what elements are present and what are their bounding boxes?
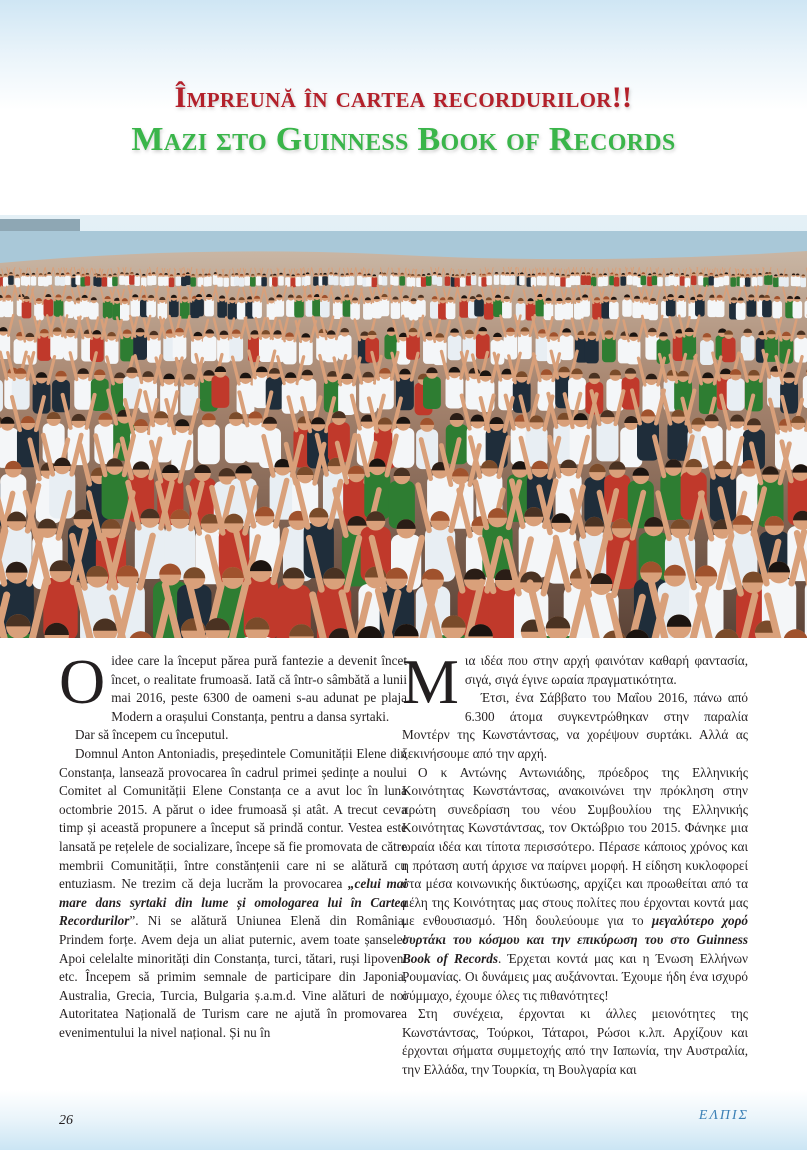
crowd-figure bbox=[391, 301, 401, 319]
crowd-figure bbox=[560, 277, 566, 287]
crowd-figure bbox=[494, 275, 500, 285]
crowd-figure bbox=[709, 275, 715, 285]
crowd-figure bbox=[55, 276, 61, 286]
crowd-figure bbox=[722, 337, 736, 362]
crowd-figure bbox=[437, 276, 443, 286]
crowd-figure bbox=[757, 276, 763, 286]
magazine-name: ΕΛΠΙΣ bbox=[698, 1108, 749, 1123]
crowd-figure bbox=[592, 302, 602, 320]
crowd-figure bbox=[363, 302, 373, 320]
crowd-figure bbox=[800, 277, 806, 287]
crowd-figure bbox=[169, 277, 175, 287]
crowd-figure bbox=[298, 379, 316, 412]
paragraph-intro bbox=[59, 646, 407, 726]
crowd-figure bbox=[285, 277, 291, 287]
emphasis-text: μεγαλύτερο χορό συρτάκι του κόσμου και την επικύρωση του στο Guinness Book of Records bbox=[402, 913, 748, 966]
crowd-figure bbox=[703, 277, 709, 287]
crowd-figure bbox=[380, 299, 390, 317]
crowd-figure bbox=[481, 277, 487, 287]
paragraph-text: idee care la început părea pură fantezie a devenit încet încet, o realitate frumoasă. Iată că într-o sâmbătă a lunii mai 2016, peste 6300 de oameni s-au adunat pe plaja Modern a orașului Constanța, pentru a dansa syrtaki. bbox=[111, 653, 407, 724]
crowd-figure bbox=[228, 302, 238, 320]
crowd-figure bbox=[217, 300, 227, 318]
crowd-figure bbox=[510, 275, 516, 285]
crowd-figure bbox=[426, 276, 432, 286]
crowd-figure bbox=[4, 300, 14, 318]
crowd-figure bbox=[333, 275, 339, 285]
emphasis-text: „celui mai mare dans syrtaki din lume și omologarea lui în Cartea Recordurilor bbox=[59, 876, 407, 929]
paragraph-text: . Έρχεται κοντά μας και η Ένωση Ελλήνων Ρουμανίας. Οι δυνάμεις μας αυξάνονται. Έχουμε ήδη ένα ισχυρό σύμμαχο, έχουμε όλες τις πιθανότητες! bbox=[402, 950, 748, 1003]
crowd-figure bbox=[762, 300, 772, 318]
paragraph-intro bbox=[402, 646, 748, 717]
crowd-figure bbox=[563, 302, 573, 320]
crowd-figure bbox=[596, 421, 618, 461]
crowd-figure bbox=[223, 277, 229, 287]
crowd-figure bbox=[112, 276, 118, 286]
crowd-figure bbox=[715, 300, 725, 318]
crowd-figure bbox=[474, 299, 484, 317]
crowd-figure bbox=[120, 303, 130, 321]
crowd-figure bbox=[60, 276, 66, 286]
crowd-figure bbox=[46, 275, 52, 285]
crowd-figure bbox=[3, 276, 9, 286]
crowd-figure bbox=[261, 276, 267, 286]
crowd-figure bbox=[294, 300, 304, 318]
title-romanian: Împreună în cartea recordurilor!! bbox=[174, 81, 633, 114]
crowd-figure bbox=[695, 299, 705, 317]
crowd-figure bbox=[0, 277, 3, 287]
crowd-figure bbox=[173, 335, 187, 360]
title-greek: Mazi στο Guinness Book of Records bbox=[131, 121, 676, 158]
crowd-figure bbox=[124, 275, 129, 285]
crowd-figure bbox=[324, 337, 338, 362]
crowd-figure bbox=[751, 276, 757, 286]
paragraph: Dar să începem cu începutul. bbox=[75, 727, 229, 743]
crowd-figure bbox=[185, 275, 191, 285]
crowd-figure bbox=[493, 300, 503, 318]
crowd-figure bbox=[620, 276, 626, 286]
crowd-figure bbox=[96, 277, 102, 287]
crowd-figure bbox=[555, 303, 565, 321]
crowd-figure bbox=[657, 276, 663, 286]
crowd-figure bbox=[666, 299, 676, 317]
article-column-greek bbox=[402, 646, 748, 1080]
crowd-figure bbox=[632, 301, 642, 319]
pier bbox=[0, 219, 80, 231]
crowd-figure bbox=[31, 276, 37, 286]
crowd-figure bbox=[460, 277, 466, 287]
crowd-figure bbox=[410, 277, 416, 287]
crowd-figure bbox=[502, 301, 512, 319]
crowd-figure bbox=[38, 276, 44, 286]
dropcap-letter: Μ bbox=[402, 646, 459, 717]
paragraph-text: Ο κ Αντώνης Αντωνιάδης, πρόεδρος της Ελληνικής Κοινότητας Κωνστάντσας, ανακοινώνει την πρόκληση στην πρώτη συνεδρίαση του νέου Συμβουλίου της Ελληνικής Κοινότητας Κωνστάντσας, τον Οκτώβριο του 2015. Φάνηκε μια ωραία ιδέα και τίποτα περισσότερο. Πέρασε κάποιος χρόνος και η πρόταση αυτή άρχισε να παίρνει μορφή. Η είδηση κυκλοφορεί στα μέσα κοινωνικής δικτύωσης, αρχίζει και προωθείται από τα μέλη της Κοινότητας μας στους πολίτες που έρχονται κοντά μας με ενθουσιασμό. Ήδη δουλεύουμε για το bbox=[402, 764, 748, 929]
crowd-figure bbox=[685, 277, 691, 287]
crowd-figure bbox=[783, 277, 789, 287]
crowd-figure bbox=[803, 376, 807, 409]
crowd-figure bbox=[505, 275, 511, 285]
crowd-figure bbox=[54, 299, 64, 317]
crowd-figure bbox=[194, 299, 204, 317]
crowd-figure bbox=[376, 377, 394, 410]
crowd-figure bbox=[698, 275, 704, 285]
crowd-figure bbox=[169, 300, 179, 318]
crowd-figure bbox=[399, 276, 405, 286]
paragraph-text: Domnul Anton Antoniadis, președintele Comunității Elene din Constanța, lansează provocarea în cadrul primei ședințe a noului Comitet al Comunității Elene Constanța ce a avut loc în luna octombrie 2015. A părut o idee frumoasă și atât. A trecut ceva timp și această propunere a început să prindă contur. Vestea este lansată pe rețelele de socializare, începe să fie promovata de către membrii Comunității, între constănțenii care ni se alătură cu entuziasm. Ne trezim că deja lucrăm la provocarea bbox=[59, 745, 407, 892]
crowd-figure bbox=[217, 277, 223, 287]
crowd-figure bbox=[50, 334, 64, 359]
crowd-figure bbox=[691, 275, 697, 285]
crowd-figure bbox=[74, 377, 92, 410]
paragraph-text: ”. Ni se alătură Uniunea Elenă din România. Prindem forțe. Avem deja un aliat puternic, avem toate șansele! Apoi celelalte minorități din Constanța, turci, tătari, ruși lipoveni etc. Începem să primim semnale de participare din Japonia, Australia, Grecia, Turcia, Bulgaria ș.a.m.d. Vine alături de noi Autoritatea Națională de Turism care ne ajută în promovarea evenimentului la nivel național. Și nu în bbox=[59, 913, 407, 1040]
crowd-figure bbox=[350, 302, 360, 320]
crowd-photo bbox=[0, 215, 807, 638]
crowd-figure bbox=[134, 276, 140, 286]
crowd-figure bbox=[22, 301, 32, 319]
crowd-figure bbox=[448, 335, 462, 360]
crowd-figure bbox=[234, 276, 240, 286]
crowd-figure bbox=[256, 276, 262, 286]
crowd-figure bbox=[102, 472, 128, 520]
crowd-figure bbox=[349, 276, 355, 286]
crowd-figure bbox=[217, 338, 231, 363]
crowd-figure bbox=[421, 277, 427, 287]
crowd-figure bbox=[555, 276, 561, 286]
crowd-figure bbox=[158, 276, 164, 286]
crowd-figure bbox=[622, 299, 632, 317]
crowd-figure bbox=[130, 299, 140, 317]
crowd-figure bbox=[648, 303, 658, 321]
crowd-figure bbox=[65, 275, 71, 285]
crowd-figure bbox=[237, 302, 247, 320]
crowd-figure bbox=[652, 275, 658, 285]
crowd-figure bbox=[204, 299, 214, 317]
crowd-figure bbox=[90, 337, 104, 362]
crowd-figure bbox=[773, 277, 779, 287]
crowd-figure bbox=[718, 276, 724, 286]
crowd-figure bbox=[75, 275, 81, 285]
crowd-figure bbox=[614, 276, 620, 286]
crowd-figure bbox=[129, 275, 135, 285]
crowd-figure bbox=[190, 277, 196, 287]
crowd-figure bbox=[176, 276, 182, 286]
crowd-figure bbox=[225, 423, 247, 463]
crowd-figure bbox=[795, 276, 801, 286]
article-column-romanian bbox=[59, 646, 407, 1042]
crowd-figure bbox=[146, 300, 156, 318]
crowd-figure bbox=[295, 276, 301, 286]
crowd-figure bbox=[180, 301, 190, 319]
crowd-figure bbox=[641, 275, 647, 285]
paragraph bbox=[402, 764, 748, 1006]
dropcap-letter: O bbox=[59, 646, 106, 717]
crowd-figure bbox=[454, 277, 460, 287]
crowd-figure bbox=[591, 276, 597, 286]
crowd-figure bbox=[423, 377, 441, 410]
crowd-figure bbox=[730, 277, 736, 287]
crowd-figure bbox=[609, 302, 619, 320]
crowd-figure bbox=[575, 275, 581, 285]
crowd-figure bbox=[504, 334, 518, 359]
crowd-figure bbox=[290, 277, 296, 287]
crowd-figure bbox=[278, 276, 284, 286]
crowd-figure bbox=[549, 275, 555, 285]
crowd-figure bbox=[767, 275, 773, 285]
crowd-figure bbox=[446, 376, 464, 409]
crowd-figure bbox=[585, 338, 599, 363]
crowd-figure bbox=[252, 301, 262, 319]
crowd-figure bbox=[322, 276, 328, 286]
crowd-figure bbox=[677, 300, 687, 318]
crowd-figure bbox=[471, 275, 477, 285]
crowd-figure bbox=[570, 275, 576, 285]
crowd-figure bbox=[283, 339, 297, 364]
paragraph: Έτσι, ένα Σάββατο του Μαΐου 2016, πάνω από 6.300 άτομα συγκεντρώθηκαν στην παραλία Μοντέρν της Κωνστάντσας, να χορέψουν συρτάκι. Αλλά ας ξεκινήσουμε από την αρχή. bbox=[402, 690, 748, 761]
paragraph: Στη συνέχεια, έρχονται κι άλλες μειονότητες της Κωνστάντσας, Τούρκοι, Τάταροι, Ρώσοι κ.λπ. Αρχίζουν και έρχονται σήματα συμμετοχής από την Ιαπωνία, την Αυστραλία, την Ελλάδα, την Τουρκία, τη Βουλγαρία και bbox=[402, 1006, 748, 1078]
crowd-figure bbox=[580, 299, 590, 317]
crowd-figure bbox=[103, 301, 113, 319]
crowd-figure bbox=[357, 275, 363, 285]
crowd-figure bbox=[275, 299, 285, 317]
crowd-figure bbox=[724, 275, 730, 285]
crowd-figure bbox=[602, 337, 616, 362]
crowd-figure bbox=[25, 276, 31, 286]
crowd-figure bbox=[602, 276, 608, 286]
crowd-figure bbox=[627, 275, 633, 285]
crowd-figure bbox=[8, 275, 14, 285]
paragraph bbox=[59, 745, 407, 1043]
crowd-figure bbox=[0, 380, 3, 413]
crowd-figure bbox=[250, 277, 256, 287]
crowd-figure bbox=[102, 277, 108, 287]
crowd-figure bbox=[581, 275, 587, 285]
crowd-figure bbox=[486, 275, 492, 285]
crowd-figure bbox=[80, 300, 90, 318]
page-number: 26 bbox=[59, 1113, 73, 1128]
crowd-figure bbox=[416, 277, 422, 287]
crowd-figure bbox=[206, 276, 212, 286]
crowd-figure bbox=[244, 276, 250, 286]
crowd-figure bbox=[340, 276, 346, 286]
crowd-figure bbox=[239, 277, 245, 287]
crowd-figure bbox=[541, 276, 547, 286]
crowd-figure bbox=[313, 276, 319, 286]
crowd-photo-icon bbox=[0, 215, 807, 638]
crowd-figure bbox=[198, 424, 220, 464]
crowd-figure bbox=[445, 276, 451, 286]
crowd-figure bbox=[151, 275, 157, 285]
crowd-figure bbox=[560, 335, 574, 360]
crowd-figure bbox=[484, 302, 494, 320]
crowd-figure bbox=[772, 301, 782, 319]
crowd-figure bbox=[745, 277, 751, 287]
crowd-figure bbox=[163, 276, 169, 286]
crowd-figure bbox=[674, 276, 680, 286]
crowd-figure bbox=[158, 302, 168, 320]
paragraph-text: ια ιδέα που στην αρχή φαινόταν καθαρή φαντασία, σιγά, σιγά έγινε ωραία πραγματικότητα. bbox=[464, 653, 748, 687]
crowd-figure bbox=[305, 275, 311, 285]
crowd-figure bbox=[680, 276, 686, 286]
crowd-figure bbox=[44, 299, 54, 317]
crowd-figure bbox=[747, 299, 757, 317]
crowd-figure bbox=[211, 375, 229, 408]
crowd-figure bbox=[393, 276, 399, 286]
crowd-figure bbox=[519, 275, 525, 285]
crowd-figure bbox=[459, 300, 469, 318]
crowd-figure bbox=[382, 275, 388, 285]
crowd-figure bbox=[119, 275, 125, 285]
crowd-figure bbox=[85, 276, 91, 286]
article-header bbox=[0, 78, 807, 160]
crowd-figure bbox=[320, 300, 330, 318]
crowd-figure bbox=[669, 275, 675, 285]
crowd-figure bbox=[333, 302, 343, 320]
crowd-figure bbox=[727, 378, 745, 411]
crowd-figure bbox=[64, 301, 74, 319]
crowd-figure bbox=[203, 336, 217, 361]
crowd-figure bbox=[793, 301, 803, 319]
crowd-figure bbox=[107, 277, 113, 287]
crowd-figure bbox=[779, 276, 785, 286]
crowd-figure bbox=[526, 427, 548, 467]
crowd-figure bbox=[446, 302, 456, 320]
crowd-figure bbox=[259, 337, 273, 362]
crowd-figure bbox=[416, 300, 426, 318]
crowd-figure bbox=[736, 302, 746, 320]
crowd-figure bbox=[328, 275, 334, 285]
crowd-figure bbox=[586, 275, 592, 285]
crowd-figure bbox=[366, 276, 372, 286]
crowd-figure bbox=[37, 336, 51, 361]
crowd-figure bbox=[272, 277, 278, 287]
crowd-figure bbox=[372, 277, 378, 287]
crowd-figure bbox=[466, 276, 472, 286]
